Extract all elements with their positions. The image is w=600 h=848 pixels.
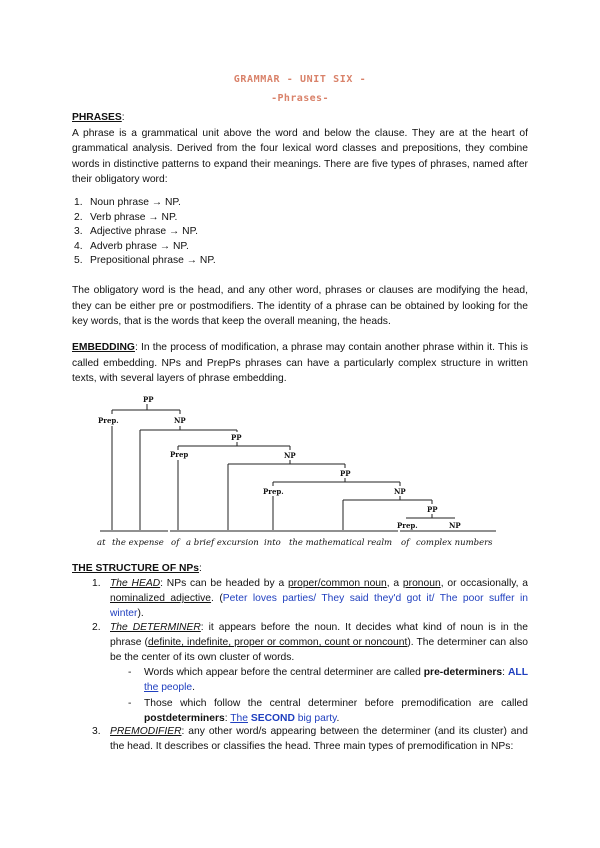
- list-item: 3. Adjective phrase → NP.: [74, 226, 198, 238]
- structure-heading: THE STRUCTURE OF NPs: [72, 563, 200, 574]
- list-item: 2. Verb phrase → NP.: [74, 211, 178, 223]
- tree-word: the mathematical realm: [289, 538, 393, 548]
- tree-node-pp: PP: [231, 433, 242, 442]
- tree-word: of: [401, 538, 410, 548]
- list-item: 4. Adverb phrase → NP.: [74, 240, 189, 252]
- phrases-intro: A phrase is a grammatical unit above the word and below the clause. They are at the heart of grammatical analysis. Derived from the four lexical word classes and prepositions, they combine words in distinctive patterns to expand their meanings. There are five types of phrases, named after their obligatory word:: [72, 127, 528, 186]
- tree-node-np: NP: [284, 451, 296, 460]
- tree-node-pp: PP: [143, 395, 154, 404]
- tree-node-prep: Prep.: [98, 416, 119, 425]
- document-subtitle: -Phrases-: [271, 93, 329, 104]
- embedding-paragraph: EMBEDDING: In the process of modification, a phrase may contain another phrase within it. This is called embedding. NPs and PrepPs phrases can have a particularly complex structure in written texts, with several layers of phrase embedding.: [72, 342, 528, 385]
- tree-node-np: NP: [394, 487, 406, 496]
- tree-node-pp: PP: [427, 505, 438, 514]
- tree-node-pp: PP: [340, 469, 351, 478]
- tree-word: the expense: [112, 538, 164, 548]
- tree-word: at: [97, 538, 106, 548]
- tree-node-prep: Prep: [170, 450, 189, 459]
- tree-word: into: [264, 538, 281, 548]
- list-item: 5. Prepositional phrase → NP.: [74, 255, 216, 267]
- tree-node-np: NP: [174, 416, 186, 425]
- phrases-section: PHRASES: A phrase is a grammatical unit above the word and below the clause. They are at the heart of grammatical analysis. Derived from the four lexical word classes and prepositions, they combine words in distinctive patterns to expand their meanings. There are five types of phrases, named after their obligatory word:: [72, 112, 528, 186]
- phrases-heading: PHRASES: [72, 112, 122, 123]
- document-title: GRAMMAR - UNIT SIX -: [233, 74, 367, 85]
- tree-word: complex numbers: [416, 538, 493, 548]
- phrase-tree-diagram: [0, 390, 600, 550]
- embedding-heading: EMBEDDING: [72, 342, 135, 353]
- tree-node-prep: Prep.: [397, 521, 418, 530]
- tree-word: a brief excursion: [186, 538, 259, 548]
- list-item: 1. Noun phrase → NP.: [74, 197, 181, 208]
- head-paragraph: The obligatory word is the head, and any other word, phrases or clauses are modifying the head, they can be either pre or postmodifiers. The identity of a phrase can be obtained by looking for the key words, that is the words that keep the overall meaning, the heads.: [72, 285, 528, 328]
- tree-word: of: [171, 538, 180, 548]
- phrase-types-list: [72, 196, 216, 269]
- tree-node-prep: Prep.: [263, 487, 284, 496]
- tree-node-np: NP: [449, 521, 461, 530]
